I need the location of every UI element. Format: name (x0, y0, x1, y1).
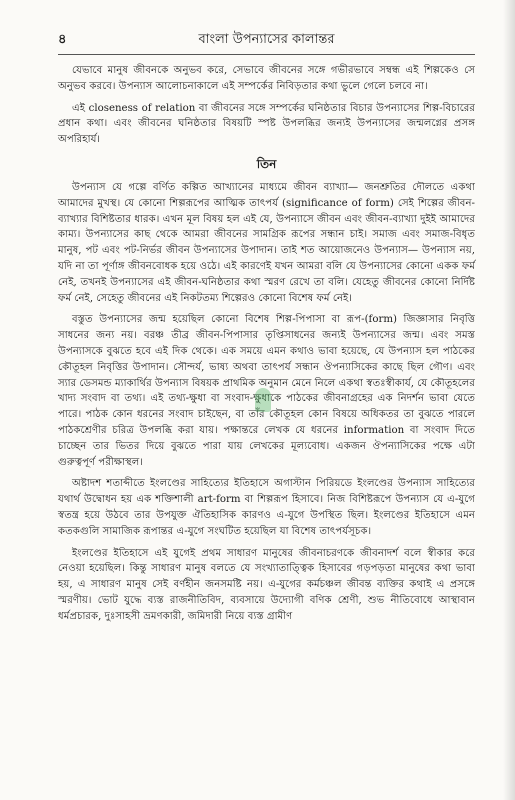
paragraph: যেভাবে মানুষ জীবনকে অনুভব করে, সেভাবে জীবনের সঙ্গে গভীরভাবে সম্বন্ধ এই শিল্পকেও সে অনুভব করবে। উপন্যাস আলোচনাকালে এই সম্পর্কের নিবিড়তার কথা ভুলে গেলে চলবে না। (58, 65, 475, 92)
paragraph: এই closeness of relation বা জীবনের সঙ্গে সম্পর্কের ঘনিষ্ঠতার বিচার উপন্যাসের শিল্প-বিচারের প্রধান কথা। এবং জীবনের ঘনিষ্ঠতার বিষয়টি স্পষ্ট উপলব্ধির জন্যই উপন্যাসের জন্মলগ্নের প্রসঙ্গ অপরিহার্য। (58, 102, 475, 146)
paragraph: বস্তুত উপন্যাসের জন্ম হয়েছিল কোনো বিশেষ শিল্প-পিপাসা বা রূপ-(form) জিজ্ঞাসার নিবৃত্তি সাধনের জন্য নয়। বরঞ্চ তীব্র জীবন-পিপাসার তৃপ্তিসাধনের জন্যই উপন্যাসের জন্ম। এবং সমস্ত উপন্যাসকে বুঝতে হবে এই দিক থেকে। এক সময়ে এমন কথাও ভাবা হয়েছে, যে উপন্যাস হল পাঠকের কৌতূহল নিবৃত্তির উপাদান। সৌন্দর্য, ভাষ্য অথবা তাৎপর্য সন্ধান ঔপন্যাসিকের কাছে ছিল গৌণ। এবং স্যার ডেসমন্ড ম্যাকার্থির উপন্যাস বিষয়ক প্রাথমিক অনুমান মেনে নিলে একথা স্বতঃস্বীকার্য, যে কৌতূহলের খাদ্য সংবাদ বা তথ্য। এই তথ্য-ক্ষুধা বা সংবাদ-ক্ষুধাকে পাঠকের জীবনাগ্রহের এক নিদর্শন ভাবা যেতে পারে। পাঠক কোন ধরনের সংবাদ চাইছেন, বা তাঁর কৌতূহল কোন বিষয়ে অধিকতর তা বুঝতে পারলে পাঠকশ্রেণীর চরিত্র উপলব্ধি করা যায়। পক্ষান্তরে লেখক যে ধরনের information বা সংবাদ দিতে চাচ্ছেন তার ভিতর দিয়ে বুঝতে পারা যায় লেখকের মূল্যবোধ। একজন ঔপন্যাসিকের পক্ষে এটা গুরুত্বপূর্ণ পরীক্ষাস্থল। (58, 314, 475, 468)
paragraph: অষ্টাদশ শতাব্দীতে ইংলণ্ডের সাহিত্যের ইতিহাসে অগাস্টান পিরিয়ডে ইংলণ্ডের উপন্যাস সাহিত্যের যথার্থ উদ্বোধন হয় এক শক্তিশালী art-form বা শিল্পরূপ হিসাবে। নিজ বিশিষ্টরূপে উপন্যাস যে এ-যুগে স্বতন্ত্র হয়ে উঠবে তার উপযুক্ত ঐতিহাসিক কারণও এ-যুগে উপস্থিত ছিল। ইংলণ্ডের ইতিহাসে এমন কতকগুলি সামাজিক রূপান্তর এ-যুগে সংঘটিত হয়েছিল যা বিশেষ তাৎপর্যসূচক। (58, 478, 475, 537)
watermark-mark (255, 388, 271, 412)
header-rule (58, 54, 475, 55)
page-number: ৪ (58, 32, 67, 47)
running-title: বাংলা উপন্যাসের কালান্তর (198, 32, 335, 47)
paragraph: ইংলণ্ডের ইতিহাসে এই যুগেই প্রথম সাধারণ মানুষের জীবনাচরণকে জীবনাদর্শ বলে স্বীকার করে নেওয়া হয়েছিল। কিন্তু সাধারণ মানুষ বলতে যে সংখ্যাতাত্ত্বিক হিসাবের গড়পড়তা মানুষের কথা ভাবা হয়, এ সাধারণ মানুষ সেই বর্ণহীন জনসমষ্টি নয়। এ-যুগের কর্মচঞ্চল জীবন্ত ব্যক্তির কথাই এ প্রসঙ্গে স্মরণীয়। ভোট যুদ্ধে ব্যস্ত রাজনীতিবিদ, ব্যবসায়ে উদ্যোগী বণিক শ্রেণী, শুভ নীতিবোধে আস্থাবান ধর্মপ্রচারক, দুঃসাহসী ভ্রমণকারী, জমিদারী নিয়ে ব্যস্ত গ্রামীণ (58, 547, 475, 622)
page-edge-shadow (503, 0, 515, 800)
running-head (58, 30, 475, 52)
section-heading: তিন (256, 156, 277, 171)
paragraph: উপন্যাস যে গল্পে বর্ণিত কল্পিত আখ্যানের মাধ্যমে জীবন ব্যাখ্যা— জনশ্রুতির দৌলতে একথা আমাদের মুখস্থ। যে কোনো শিল্পরূপের আত্মিক তাৎপর্য (significance of form) সেই শিল্পের জীবন-ব্যাখ্যার বিশিষ্টতার ধারক। এখন মূল বিষয় হল এই যে, উপন্যাসে জীবন এবং জীবন-ব্যাখ্যা দুইই আমাদের কাম্য। উপন্যাসের কাছ থেকে আমরা জীবনের সামগ্রিক রূপের সন্ধান চাই। সমাজ এবং সমাজ-বিধৃত মানুষ, পট এবং পট-নির্ভর জীবন উপন্যাসের উপাদান। তাই শত আয়োজনেও উপন্যাস— উপন্যাস নয়, যদি না তা পূর্ণাঙ্গ জীবনবোধক হয়ে ওঠে। এই কারণেই যখন আমরা বলি যে উপন্যাসের কোনো একক ফর্ম নেই, তখনই উপন্যাসের এই জীবন-ঘনিষ্ঠতার কথা স্মরণ রেখে তা বলি। যেহেতু জীবনের কোনো নির্দিষ্ট ফর্ম নেই, সেহেতু জীবনের এই নিকটতম্য শিল্পেরও কোনো বিশেষ ফর্ম নেই। (58, 181, 475, 304)
